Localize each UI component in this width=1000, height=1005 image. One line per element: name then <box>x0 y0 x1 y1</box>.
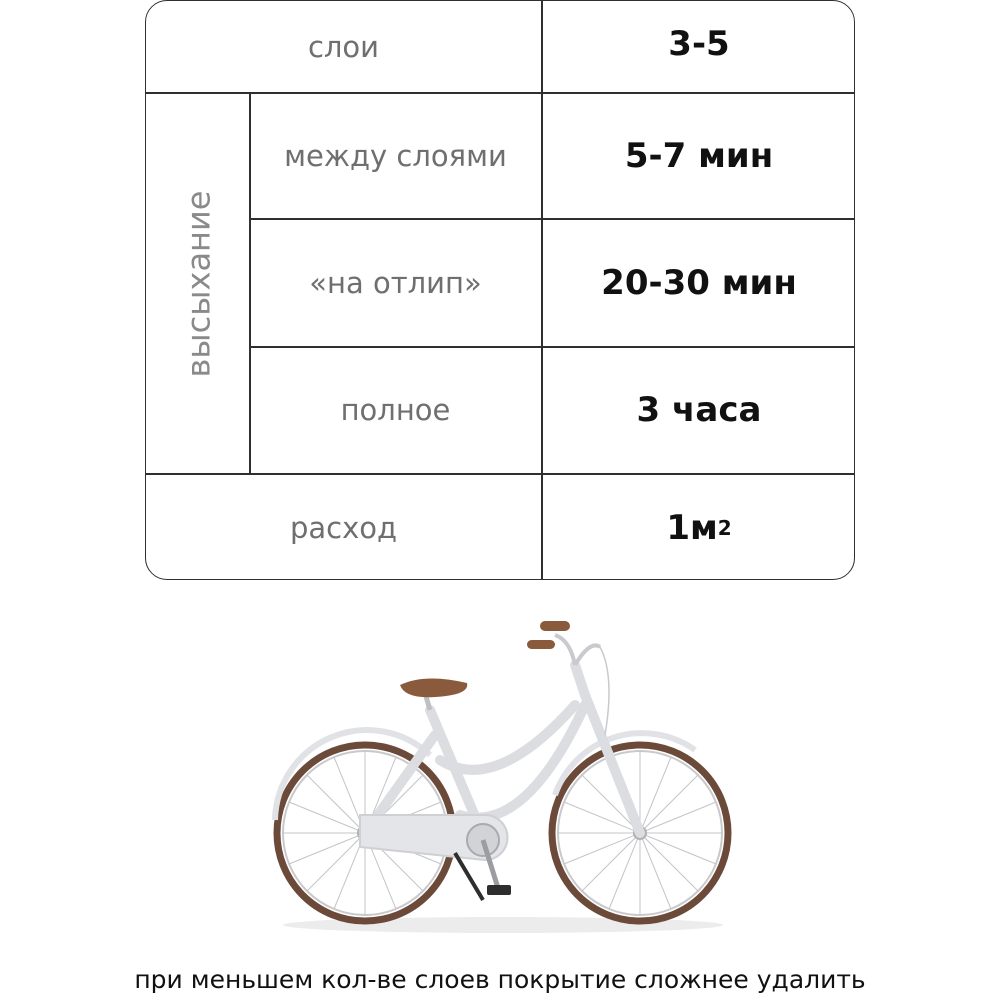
bicycle-image <box>255 585 745 970</box>
row-full-label: полное <box>340 393 451 427</box>
consumption-number: 1м <box>666 507 718 548</box>
row-consumption-value <box>542 474 855 580</box>
spec-table <box>145 0 855 580</box>
saddle <box>400 678 467 697</box>
bicycle-icon <box>255 585 745 970</box>
drying-group-label <box>146 93 250 474</box>
row-tack-free-value: 20-30 мин <box>601 262 797 303</box>
row-layers-label: слои <box>307 29 380 64</box>
consumption-superscript: 2 <box>717 515 732 540</box>
row-consumption-label: расход <box>289 510 398 545</box>
footnote-text: при меньшем кол-ве слоев покрытие сложнее удалить <box>134 965 866 994</box>
row-layers-value: 3-5 <box>668 24 730 64</box>
drying-group-text: высыхание <box>179 190 217 377</box>
pedal <box>487 885 511 895</box>
row-between-layers-value: 5-7 мин <box>624 135 774 176</box>
row-full-value: 3 часа <box>636 390 762 430</box>
row-between-layers-label: между слоями <box>284 138 507 173</box>
row-tack-free-label: «на отлип» <box>309 265 482 300</box>
